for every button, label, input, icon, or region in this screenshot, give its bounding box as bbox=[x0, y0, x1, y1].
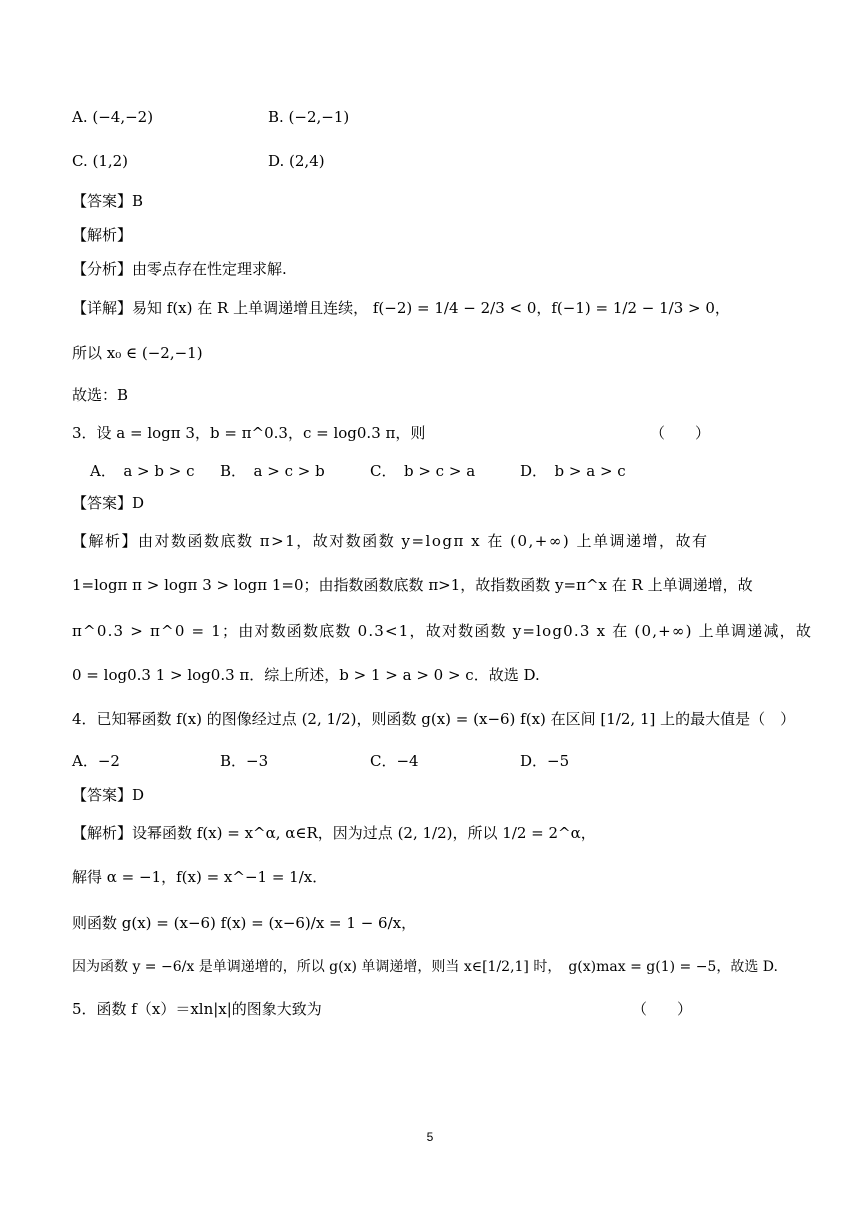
q5-stem: 5．函数 f（x）＝xln|x|的图象大致为 bbox=[72, 1000, 322, 1018]
q2-option-d: D. (2,4) bbox=[268, 152, 325, 170]
q3-analysis-line-3: π^0.3 > π^0 = 1；由对数函数底数 0.3<1，故对数函数 y=log0.3 x 在 (0,+∞) 上单调递减，故 bbox=[72, 622, 813, 640]
q3-option-c: C． b > c > a bbox=[370, 462, 476, 480]
q3-answer-paren: （ ） bbox=[650, 424, 711, 442]
page-number: 5 bbox=[426, 1130, 434, 1144]
q5-stem-row bbox=[72, 998, 788, 1020]
q3-stem: 3．设 a = logπ 3，b = π^0.3，c = log0.3 π，则 bbox=[72, 424, 426, 442]
q2-detail-prefix: 【详解】易知 f(x) 在 R 上单调递增且连续， bbox=[72, 299, 369, 317]
q4-option-c: C．−4 bbox=[370, 752, 419, 770]
q5-answer-paren: （ ） bbox=[632, 1000, 693, 1018]
q3-answer: 【答案】D bbox=[72, 494, 145, 512]
q4-analysis-line-4: 因为函数 y = −6/x 是单调递增的，所以 g(x) 单调递增，则当 x∈[1/2,1] 时， g(x)max = g(1) = −5，故选 D. bbox=[72, 959, 778, 975]
q4-answer: 【答案】D bbox=[72, 786, 145, 804]
q4-analysis-line-1: 【解析】设幂函数 f(x) = x^α, α∈R，因为过点 (2, 1/2)，所以 1/2 = 2^α， bbox=[72, 824, 596, 842]
q3-option-d: D． b > a > c bbox=[520, 462, 626, 480]
q2-detail-eq: f(−2) = 1/4 − 2/3 < 0，f(−1) = 1/2 − 1/3 > 0， bbox=[372, 299, 730, 317]
q3-analysis-line-2: 1=logπ π > logπ 3 > logπ 1=0；由指数函数底数 π>1，故指数函数 y=π^x 在 R 上单调递增，故 bbox=[72, 576, 753, 594]
q3-analysis-line-4: 0 = log0.3 1 > log0.3 π．综上所述，b > 1 > a > 0 > c．故选 D. bbox=[72, 666, 540, 684]
q2-fenxi: 【分析】由零点存在性定理求解. bbox=[72, 260, 287, 278]
q2-option-a: A. (−4,−2) bbox=[72, 108, 154, 126]
q4-stem: 4．已知幂函数 f(x) 的图像经过点 (2, 1/2)，则函数 g(x) = (x−6) f(x) 在区间 [1/2, 1] 上的最大值是（ ） bbox=[72, 710, 796, 728]
q4-option-a: A．−2 bbox=[72, 752, 120, 770]
q4-option-d: D．−5 bbox=[520, 752, 570, 770]
q4-analysis-line-2: 解得 α = −1，f(x) = x^−1 = 1/x． bbox=[72, 868, 328, 886]
q4-analysis-line-3: 则函数 g(x) = (x−6) f(x) = (x−6)/x = 1 − 6/x， bbox=[72, 914, 417, 932]
q3-analysis-line-1: 【解析】由对数函数底数 π>1，故对数函数 y=logπ x 在 (0,+∞) 上单调递增，故有 bbox=[72, 532, 709, 550]
q2-choice: 故选：B bbox=[72, 386, 129, 404]
q2-option-b: B. (−2,−1) bbox=[268, 108, 350, 126]
q3-option-a: A． a > b > c bbox=[90, 462, 195, 480]
q3-option-b: B． a > c > b bbox=[220, 462, 325, 480]
q2-detail bbox=[72, 297, 788, 319]
q2-answer: 【答案】B bbox=[72, 192, 144, 210]
q2-conclusion: 所以 x₀ ∈ (−2,−1) bbox=[72, 344, 203, 362]
q4-option-b: B．−3 bbox=[220, 752, 269, 770]
q2-analysis-label: 【解析】 bbox=[72, 226, 133, 244]
q2-option-c: C. (1,2) bbox=[72, 152, 129, 170]
q3-stem-row bbox=[72, 422, 788, 444]
